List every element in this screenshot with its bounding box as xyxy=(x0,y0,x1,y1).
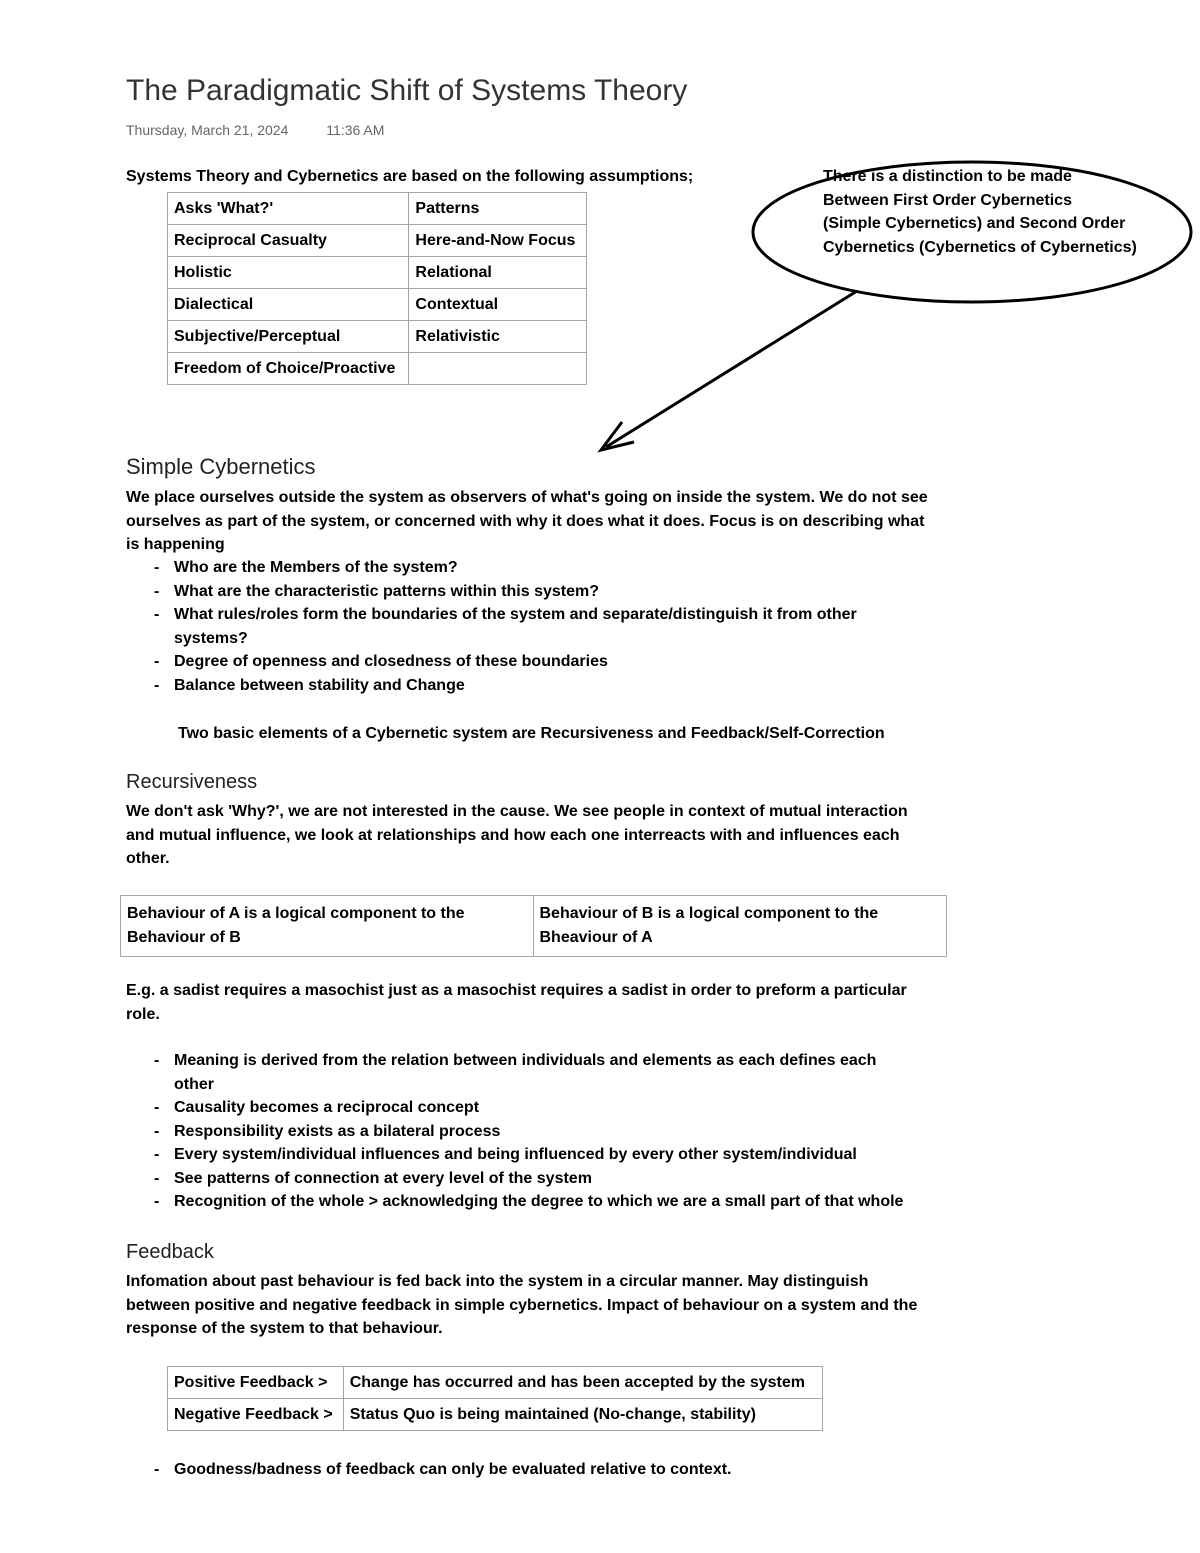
callout-line: There is a distinction to be made xyxy=(823,168,1072,185)
callout-line: (Simple Cybernetics) and Second Order xyxy=(823,215,1126,232)
callout-text xyxy=(823,165,1153,259)
feedback-paragraph xyxy=(126,1270,956,1341)
paragraph-line: E.g. a sadist requires a masochist just as a masochist requires a sadist in order to preform a particular xyxy=(126,982,907,999)
recursiveness-list xyxy=(128,1049,918,1214)
paragraph-line: We place ourselves outside the system as observers of what's going on inside the system. We do not see xyxy=(126,489,928,506)
table-cell: Subjective/Perceptual xyxy=(168,321,409,353)
page-time: 11:36 AM xyxy=(326,122,385,138)
table-cell: Here-and-Now Focus xyxy=(409,225,587,257)
table-row xyxy=(168,1367,823,1399)
table-cell: Relativistic xyxy=(409,321,587,353)
paragraph-line: is happening xyxy=(126,536,225,553)
list-item: - Who are the Members of the system? xyxy=(128,556,908,580)
simple-cybernetics-list xyxy=(128,556,908,697)
page-date: Thursday, March 21, 2024 xyxy=(126,122,289,138)
paragraph-line: ourselves as part of the system, or concerned with why it does what it does. Focus is on describing what xyxy=(126,512,925,530)
table-row xyxy=(168,1399,823,1431)
recursiveness-table xyxy=(120,895,947,957)
simple-cybernetics-heading: Simple Cybernetics xyxy=(126,454,316,479)
recursiveness-example xyxy=(126,979,956,1026)
elements-note: Two basic elements of a Cybernetic system are Recursiveness and Feedback/Self-Correction xyxy=(178,725,885,742)
paragraph-line: We don't ask 'Why?', we are not interested in the cause. We see people in context of mutual interaction xyxy=(126,803,908,820)
table-cell: Status Quo is being maintained (No-change, stability) xyxy=(343,1399,822,1431)
callout-line: Between First Order Cybernetics xyxy=(823,191,1072,209)
list-item: - Responsibility exists as a bilateral process xyxy=(128,1120,918,1144)
table-cell: Holistic xyxy=(168,257,409,289)
paragraph-line: Infomation about past behaviour is fed back into the system in a circular manner. May distinguish xyxy=(126,1273,869,1290)
page-title: The Paradigmatic Shift of Systems Theory xyxy=(126,74,688,107)
table-cell: Dialectical xyxy=(168,289,409,321)
list-item: - Goodness/badness of feedback can only be evaluated relative to context. xyxy=(128,1458,918,1482)
recursiveness-heading: Recursiveness xyxy=(126,771,258,793)
list-item: - See patterns of connection at every level of the system xyxy=(128,1167,918,1191)
list-item: - Every system/individual influences and being influenced by every other system/individual xyxy=(128,1143,918,1167)
paragraph-line: role. xyxy=(126,1005,160,1023)
table-cell: Behaviour of B is a logical component to the Bheaviour of A xyxy=(533,896,947,957)
list-item: - What rules/roles form the boundaries of the system and separate/distinguish it from other systems? xyxy=(128,603,908,650)
table-cell: Patterns xyxy=(409,193,587,225)
callout-arrow-line xyxy=(606,291,857,447)
list-item: - What are the characteristic patterns within this system? xyxy=(128,580,908,604)
table-cell: Asks 'What?' xyxy=(168,193,409,225)
list-item: - Degree of openness and closedness of these boundaries xyxy=(128,650,908,674)
table-cell: Contextual xyxy=(409,289,587,321)
list-item: - Balance between stability and Change xyxy=(128,674,908,698)
paragraph-line: other. xyxy=(126,850,170,867)
table-row xyxy=(121,896,947,957)
list-item: - Recognition of the whole > acknowledging the degree to which we are a small part of that whole xyxy=(128,1190,918,1214)
recursiveness-paragraph xyxy=(126,800,956,871)
table-cell: Negative Feedback > xyxy=(168,1399,344,1431)
table-cell: Relational xyxy=(409,257,587,289)
table-cell: Change has occurred and has been accepted by the system xyxy=(343,1367,822,1399)
feedback-list xyxy=(128,1458,918,1482)
paragraph-line: and mutual influence, we look at relationships and how each one interreacts with and influences each xyxy=(126,826,900,844)
assumptions-intro: Systems Theory and Cybernetics are based on the following assumptions; xyxy=(126,168,694,185)
callout-arrow-head xyxy=(601,422,634,450)
paragraph-line: response of the system to that behaviour. xyxy=(126,1320,443,1337)
table-cell: Behaviour of A is a logical component to the Behaviour of B xyxy=(121,896,534,957)
simple-cybernetics-paragraph xyxy=(126,486,956,557)
table-cell: Freedom of Choice/Proactive xyxy=(168,353,409,385)
paragraph-line: between positive and negative feedback in simple cybernetics. Impact of behaviour on a system and the xyxy=(126,1296,918,1314)
feedback-heading: Feedback xyxy=(126,1241,214,1263)
table-cell: Positive Feedback > xyxy=(168,1367,344,1399)
table-cell: Reciprocal Casualty xyxy=(168,225,409,257)
list-item: - Meaning is derived from the relation between individuals and elements as each defines each other xyxy=(128,1049,918,1096)
list-item: - Causality becomes a reciprocal concept xyxy=(128,1096,918,1120)
callout-line: Cybernetics (Cybernetics of Cybernetics) xyxy=(823,238,1137,256)
feedback-table xyxy=(167,1366,823,1431)
